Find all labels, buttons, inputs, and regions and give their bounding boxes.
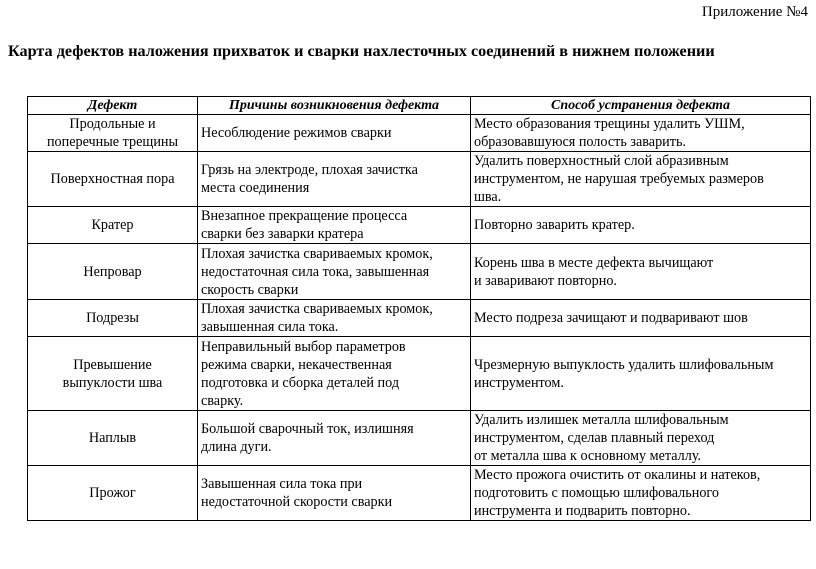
defect-cell (28, 152, 198, 207)
cause-text: Плохая зачистка свариваемых кромок, завышенная сила тока. (201, 301, 433, 335)
cause-text: Внезапное прекращение процесса сварки без заварки кратера (201, 208, 408, 242)
table-row (28, 411, 811, 466)
defect-cell (28, 337, 198, 411)
cause-cell (198, 115, 471, 152)
fix-text: Место образования трещины удалить УШМ, образовавшуюся полость заварить. (474, 116, 745, 150)
document-title: Карта дефектов наложения прихваток и сварки нахлесточных соединений в нижнем положении (8, 42, 715, 60)
defect-text: Прожог (89, 485, 136, 501)
defect-cell (28, 244, 198, 300)
defect-text: Превышение выпуклости шва (62, 356, 163, 391)
table-row (28, 337, 811, 411)
defect-cell (28, 300, 198, 337)
cause-text: Плохая зачистка свариваемых кромок, недостаточная сила тока, завышенная скорость сварки (201, 245, 433, 298)
table-header-row (28, 97, 811, 115)
cause-cell (198, 244, 471, 300)
cause-text: Грязь на электроде, плохая зачистка места соединения (201, 162, 418, 196)
cause-text: Большой сварочный ток, излишняя длина дуги. (201, 421, 414, 455)
table-row (28, 152, 811, 207)
cause-cell (198, 300, 471, 337)
cause-cell (198, 207, 471, 244)
defect-cell (28, 466, 198, 521)
defect-text: Непровар (83, 263, 142, 280)
header-fix: Способ устранения дефекта (471, 97, 811, 115)
cause-text: Завышенная сила тока при недостаточной скорости сварки (201, 476, 393, 510)
fix-text: Удалить поверхностный слой абразивным инструментом, не нарушая требуемых размеров шва. (474, 153, 764, 205)
cause-cell (198, 411, 471, 466)
cause-cell (198, 337, 471, 411)
cause-text: Несоблюдение режимов сварки (201, 125, 392, 141)
fix-cell (471, 411, 811, 466)
fix-text: Место прожога очистить от окалины и натеков, подготовить с помощью шлифовального инструмента и подварить повторно. (474, 467, 761, 519)
defect-text: Поверхностная пора (50, 171, 175, 187)
fix-cell (471, 152, 811, 207)
fix-text: Повторно заварить кратер. (474, 217, 635, 233)
fix-cell (471, 207, 811, 244)
fix-text: Чрезмерную выпуклость удалить шлифовальным инструментом. (474, 356, 774, 391)
table-row (28, 244, 811, 300)
table-row (28, 115, 811, 152)
defect-text: Кратер (91, 217, 134, 233)
table-row (28, 300, 811, 337)
fix-text: Корень шва в месте дефекта вычищают и заваривают повторно. (474, 254, 714, 289)
header-causes: Причины возникновения дефекта (198, 97, 471, 115)
defect-text: Продольные и поперечные трещины (46, 116, 179, 150)
defect-text: Наплыв (88, 430, 137, 446)
appendix-label: Приложение №4 (701, 4, 808, 20)
fix-cell (471, 466, 811, 521)
fix-text: Удалить излишек металла шлифовальным инструментом, сделав плавный переход от металла шва к основному металлу. (474, 412, 729, 464)
header-defect: Дефект (28, 97, 198, 115)
defect-text: Подрезы (86, 310, 139, 326)
table-row (28, 466, 811, 521)
fix-cell (471, 337, 811, 411)
defect-cell (28, 207, 198, 244)
fix-cell (471, 300, 811, 337)
defect-cell (28, 411, 198, 466)
fix-text: Место подреза зачищают и подваривают шов (474, 310, 748, 326)
fix-cell (471, 115, 811, 152)
fix-cell (471, 244, 811, 300)
defect-cell (28, 115, 198, 152)
table-row (28, 207, 811, 244)
cause-cell (198, 152, 471, 207)
cause-text: Неправильный выбор параметров режима сварки, некачественная подготовка и сборка деталей под сварку. (201, 338, 406, 409)
defects-table (27, 96, 811, 521)
cause-cell (198, 466, 471, 521)
